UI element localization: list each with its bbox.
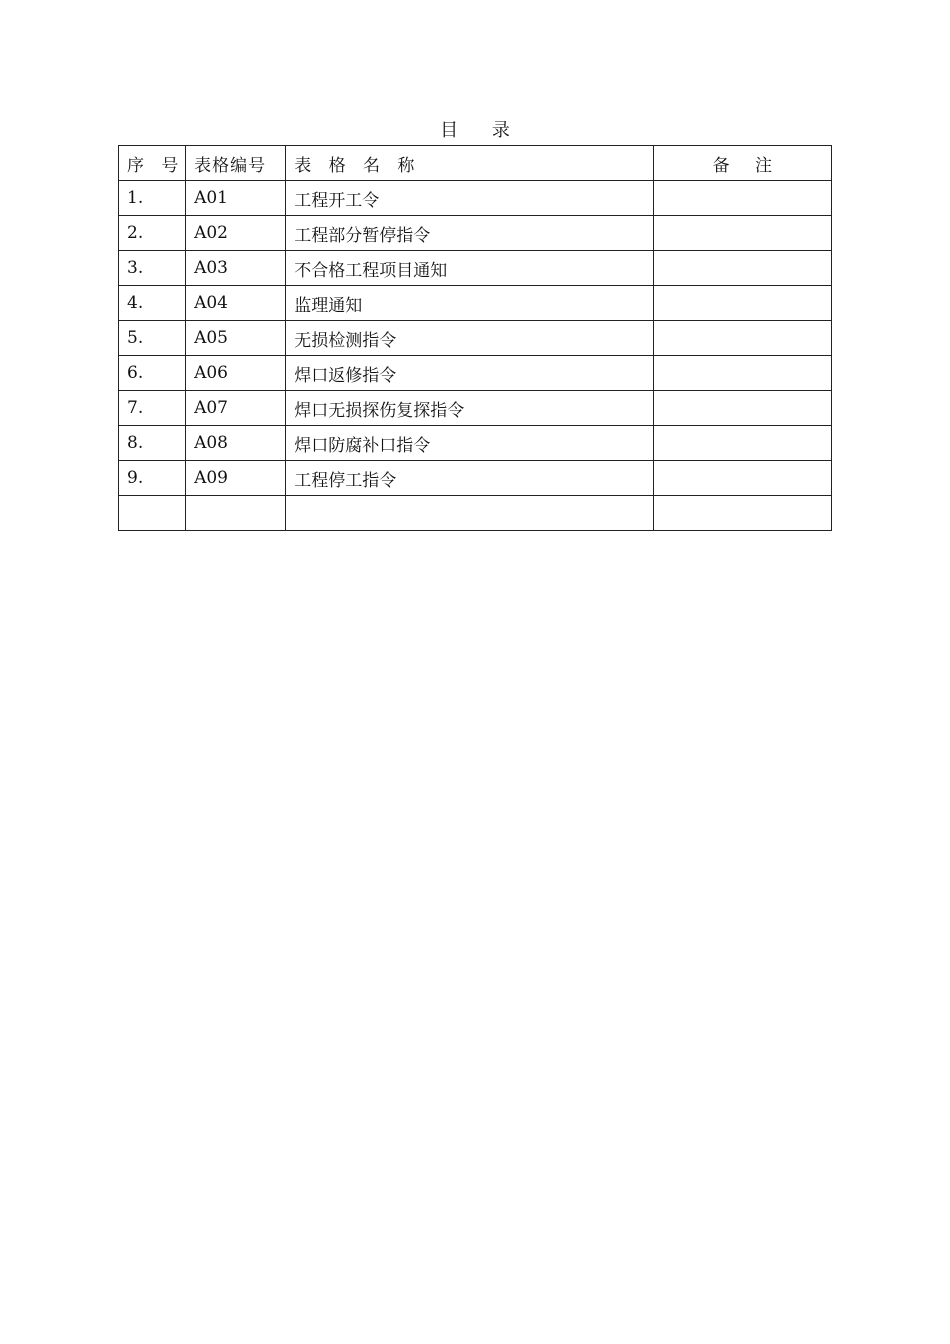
row-name: 工程部分暂停指令 xyxy=(286,216,654,251)
row-code: A09 xyxy=(186,461,286,496)
row-code: A01 xyxy=(186,181,286,216)
row-name: 无损检测指令 xyxy=(286,321,654,356)
table-row xyxy=(119,286,832,321)
row-name xyxy=(286,496,654,531)
row-code: A04 xyxy=(186,286,286,321)
row-seq: 9. xyxy=(119,461,186,496)
row-code: A02 xyxy=(186,216,286,251)
header-code: 表格编号 xyxy=(186,146,286,181)
row-name: 工程停工指令 xyxy=(286,461,654,496)
row-remark xyxy=(653,181,831,216)
table-row xyxy=(119,461,832,496)
row-name: 工程开工令 xyxy=(286,181,654,216)
row-remark xyxy=(653,321,831,356)
row-name: 监理通知 xyxy=(286,286,654,321)
row-code: A08 xyxy=(186,426,286,461)
contents-table xyxy=(118,145,832,531)
row-remark xyxy=(653,461,831,496)
table-row xyxy=(119,426,832,461)
table-row xyxy=(119,356,832,391)
row-remark xyxy=(653,251,831,286)
row-seq: 7. xyxy=(119,391,186,426)
row-remark xyxy=(653,426,831,461)
row-seq: 5. xyxy=(119,321,186,356)
row-code: A07 xyxy=(186,391,286,426)
header-remark: 备 注 xyxy=(653,146,831,181)
table-row xyxy=(119,496,832,531)
row-remark xyxy=(653,356,831,391)
header-name: 表 格 名 称 xyxy=(286,146,654,181)
row-name: 不合格工程项目通知 xyxy=(286,251,654,286)
row-name: 焊口防腐补口指令 xyxy=(286,426,654,461)
table-row xyxy=(119,216,832,251)
row-seq xyxy=(119,496,186,531)
row-remark xyxy=(653,391,831,426)
row-seq: 3. xyxy=(119,251,186,286)
row-seq: 4. xyxy=(119,286,186,321)
row-seq: 1. xyxy=(119,181,186,216)
table-row xyxy=(119,321,832,356)
row-seq: 2. xyxy=(119,216,186,251)
table-row xyxy=(119,251,832,286)
header-seq: 序 号 xyxy=(119,146,186,181)
row-code: A06 xyxy=(186,356,286,391)
row-code xyxy=(186,496,286,531)
page-title: 目 录 xyxy=(440,120,524,141)
table-row xyxy=(119,181,832,216)
row-name: 焊口无损探伤复探指令 xyxy=(286,391,654,426)
row-remark xyxy=(653,216,831,251)
row-seq: 8. xyxy=(119,426,186,461)
row-seq: 6. xyxy=(119,356,186,391)
table-row xyxy=(119,391,832,426)
row-remark xyxy=(653,286,831,321)
row-code: A03 xyxy=(186,251,286,286)
table-header-row xyxy=(119,146,832,181)
row-name: 焊口返修指令 xyxy=(286,356,654,391)
row-remark xyxy=(653,496,831,531)
row-code: A05 xyxy=(186,321,286,356)
